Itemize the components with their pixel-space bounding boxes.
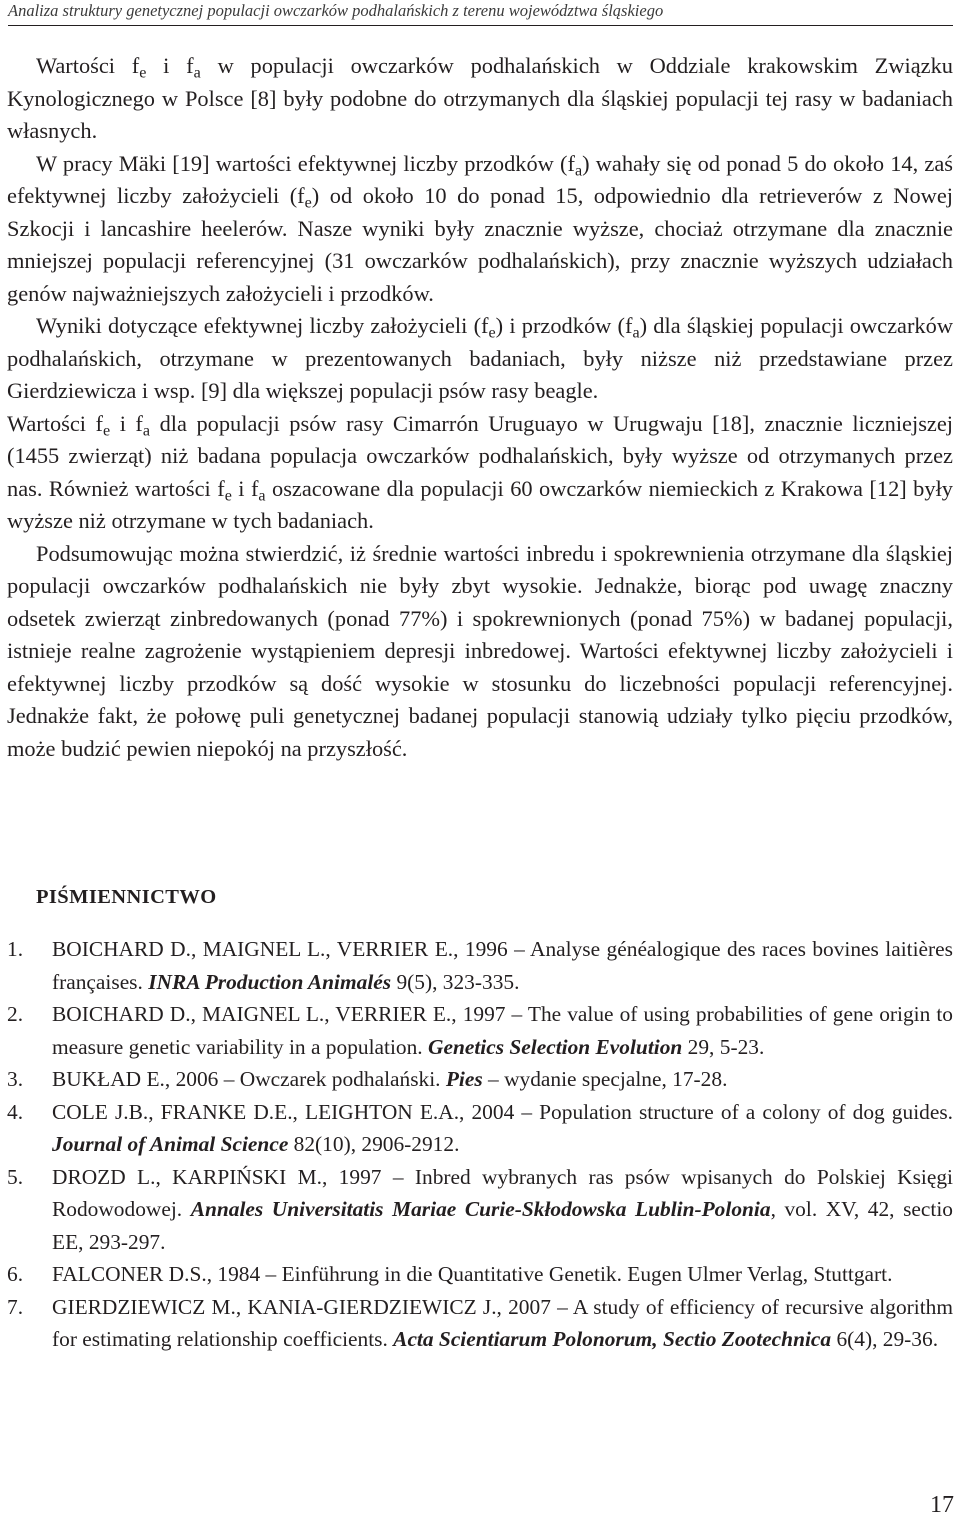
- reference-text: BUKŁAD E., 2006 – Owczarek podhalański.: [52, 1067, 446, 1091]
- reference-journal: Pies: [445, 1067, 483, 1091]
- reference-number: 2.: [7, 1002, 24, 1026]
- subscript: e: [103, 422, 111, 440]
- reference-text: DROZD L., KARPIŃSKI M., 1997 – Inbred wybranych ras psów wpisanych do Polskiej Księgi Rodowodowej.: [52, 1164, 953, 1221]
- reference-text: 29, 5-23.: [682, 1034, 765, 1059]
- article-body: [7, 50, 953, 765]
- subscript: a: [258, 487, 266, 505]
- reference-text: GIERDZIEWICZ M., KANIA-GIERDZIEWICZ J., 2007 – A study of efficiency of recursive algorithm for estimating relationship coefficients.: [52, 1294, 953, 1351]
- reference-number: 5.: [7, 1164, 24, 1189]
- text-run: ) dla śląskiej populacji owczarków podhalańskich, otrzymane w prezentowanych badaniach, były niższe niż przedstawiane przez Gierdziewicza i wsp. [9] dla większej populacji psów rasy beagle.: [7, 313, 953, 403]
- reference-item: [7, 1096, 953, 1161]
- reference-text: , vol. XV, 42, sectio EE, 293-297.: [52, 1197, 954, 1254]
- subscript: e: [488, 324, 496, 342]
- text-run: ) i przodków (f: [495, 313, 633, 338]
- subscript: a: [632, 324, 640, 342]
- reference-item: [7, 1291, 953, 1356]
- reference-item: [7, 1063, 953, 1096]
- reference-journal: Acta Scientiarum Polonorum, Sectio Zootechnica: [393, 1327, 832, 1351]
- reference-number: 3.: [7, 1067, 24, 1091]
- reference-journal: Annales Universitatis Mariae Curie-Skłodowska Lublin-Polonia: [190, 1197, 771, 1221]
- reference-text: 6(4), 29-36.: [831, 1327, 939, 1351]
- text-run: Wartości f: [36, 53, 140, 78]
- reference-number: 4.: [7, 1099, 24, 1124]
- references-list: [7, 933, 953, 1356]
- reference-item: [7, 933, 953, 998]
- reference-text: 9(5), 323-335.: [391, 969, 520, 994]
- reference-journal: Genetics Selection Evolution: [428, 1034, 683, 1059]
- running-header: Analiza struktury genetycznej populacji owczarków podhalańskich z terenu województwa śląskiego: [8, 0, 953, 26]
- body-paragraph: [7, 310, 953, 408]
- subscript: a: [193, 64, 201, 82]
- reference-item: [7, 1161, 953, 1259]
- reference-text: FALCONER D.S., 1984 – Einführung in die Quantitative Genetik. Eugen Ulmer Verlag, Stuttgart.: [52, 1262, 893, 1286]
- reference-number: 7.: [7, 1294, 24, 1319]
- reference-number: 1.: [7, 937, 24, 961]
- body-paragraph: [7, 408, 953, 538]
- subscript: e: [139, 64, 147, 82]
- reference-item: [7, 1258, 953, 1291]
- text-run: w populacji owczarków podhalańskich w Oddziale krakowskim Związku Kynologicznego w Polsce [8] były podobne do otrzymanych dla śląskiej populacji tej rasy w badaniach własnych.: [7, 53, 954, 143]
- text-run: i f: [146, 53, 194, 78]
- text-run: Wyniki dotyczące efektywnej liczby założycieli (f: [36, 313, 489, 338]
- text-run: W pracy Mäki [19] wartości efektywnej liczby przodków (f: [36, 150, 575, 176]
- subscript: a: [574, 162, 583, 180]
- reference-item: [7, 998, 953, 1063]
- text-run: Wartości f: [7, 410, 104, 436]
- reference-journal: INRA Production Animalés: [148, 969, 392, 994]
- body-paragraph: [7, 538, 953, 766]
- reference-journal: Journal of Animal Science: [52, 1132, 289, 1156]
- subscript: a: [142, 422, 151, 440]
- reference-text: BOICHARD D., MAIGNEL L., VERRIER E., 1997 – The value of using probabilities of gene origin to measure genetic variability in a population.: [52, 1002, 953, 1059]
- reference-text: COLE J.B., FRANKE D.E., LEIGHTON E.A., 2004 – Population structure of a colony of dog guides.: [52, 1099, 953, 1124]
- text-run: oszacowane dla populacji 60 owczarków niemieckich z Krakowa [12] były wyższe niż otrzymane w tych badaniach.: [7, 475, 953, 533]
- body-paragraph: [7, 148, 953, 311]
- subscript: e: [224, 487, 232, 505]
- text-run: i f: [231, 475, 259, 501]
- text-run: ) od około 10 do ponad 15, odpowiednio dla retrieverów z Nowej Szkocji i lancashire heelerów. Nasze wyniki były znacznie wyższe, chociaż otrzymane dla znacznie mniejszej populacji referencyjnej (31 owczarków podhalańskich), przy znacznie wyższych udziałach genów najważniejszych założycieli i przodków.: [7, 183, 953, 306]
- reference-text: BOICHARD D., MAIGNEL L., VERRIER E., 1996 – Analyse généalogique des races bovines laitières françaises.: [52, 937, 953, 994]
- text-run: ) wahały się od ponad 5 do około 14, zaś efektywnej liczby założycieli (f: [7, 150, 953, 208]
- page-number: 17: [930, 1492, 954, 1518]
- text-run: dla populacji psów rasy Cimarrón Uruguayo w Urugwaju [18], znacznie liczniejszej (1455 zwierząt) niż badana populacja owczarków podhalańskich, były wyższe od otrzymanych przez nas. Również wartości f: [7, 410, 954, 501]
- subscript: e: [304, 194, 312, 212]
- body-paragraph: [7, 50, 953, 148]
- references-heading: PIŚMIENNICTWO: [36, 886, 217, 908]
- reference-text: – wydanie specjalne, 17-28.: [482, 1067, 728, 1091]
- text-run: i f: [110, 410, 143, 436]
- reference-text: 82(10), 2906-2912.: [288, 1132, 460, 1156]
- text-run: Podsumowując można stwierdzić, iż średnie wartości inbredu i spokrewnienia otrzymane dla śląskiej populacji owczarków podhalańskich nie były zbyt wysokie. Jednakże, biorąc pod uwagę znaczny odsetek zwierząt zinbredowanych (ponad 77%) i spokrewnionych (ponad 75%) w badanej populacji, istnieje realne zagrożenie wystąpieniem depresji inbredowej. Wartości efektywnej liczby założycieli i efektywnej liczby przodków są dość wysokie w stosunku do liczebności populacji referencyjnej. Jednakże fakt, że połowę puli genetycznej badanej populacji stanowią udziały tylko pięciu przodków, może budzić pewien niepokój na przyszłość.: [7, 540, 953, 761]
- reference-number: 6.: [7, 1262, 24, 1286]
